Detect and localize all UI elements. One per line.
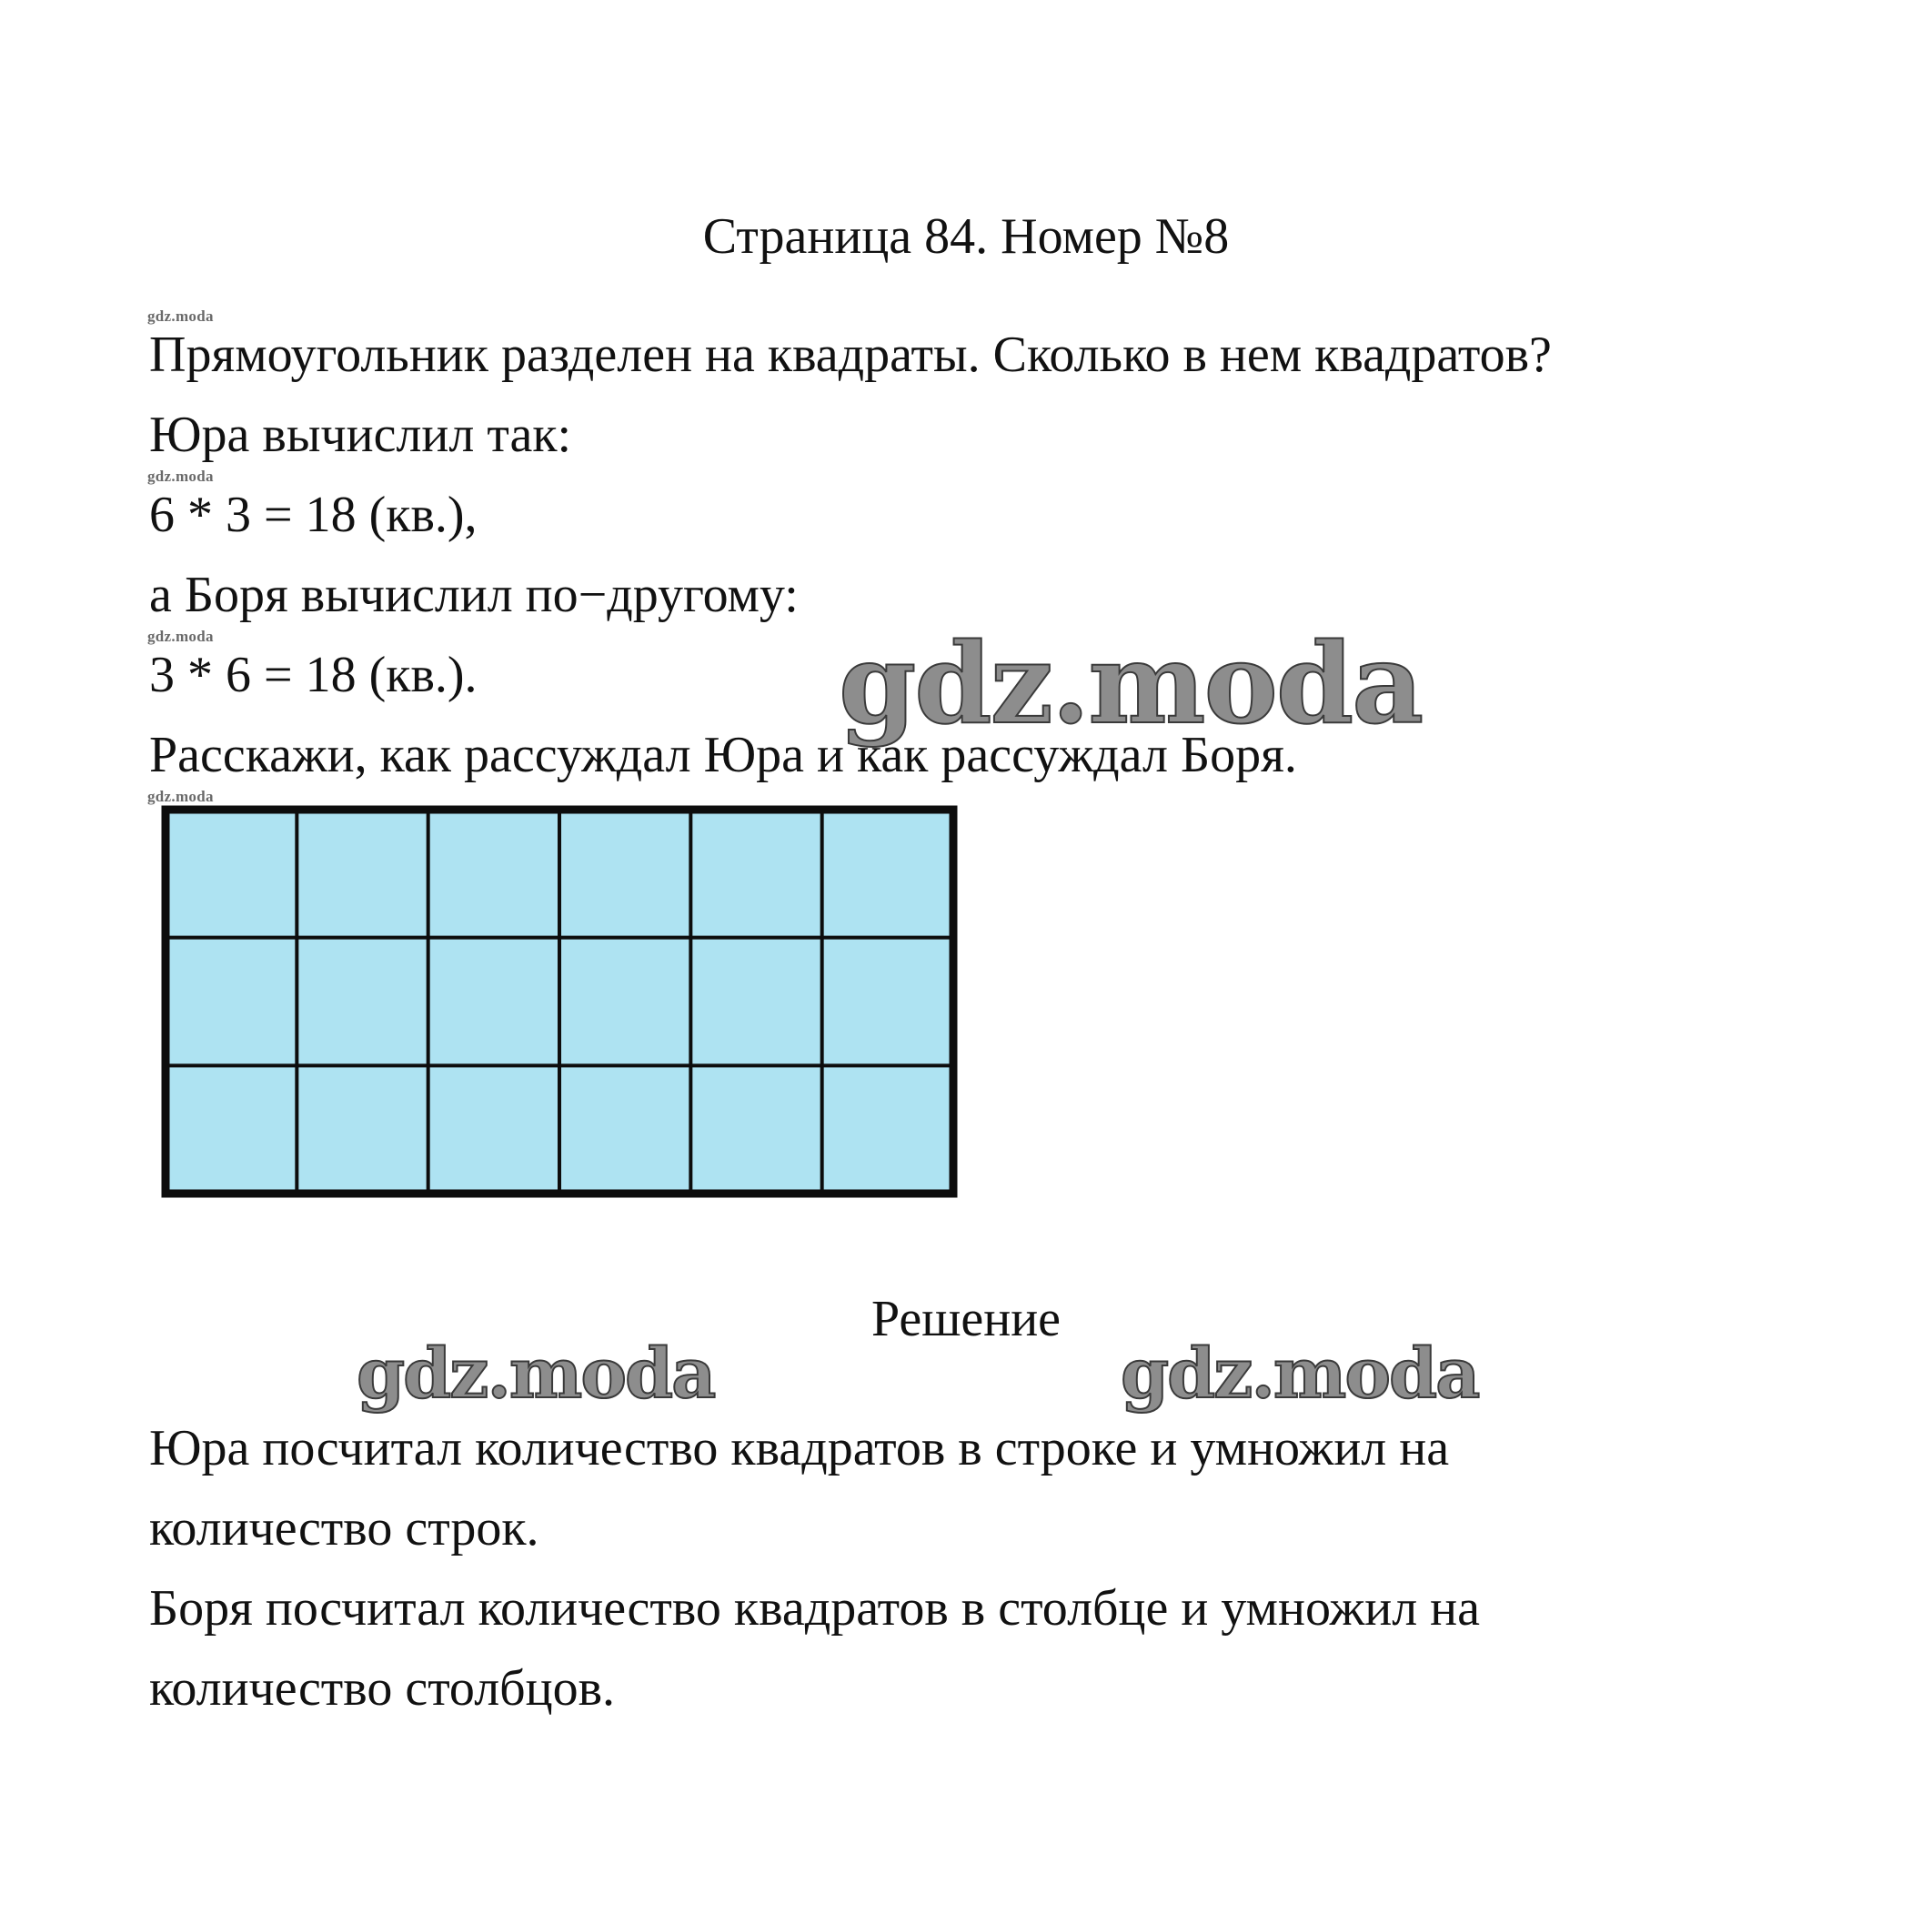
grid-square: [559, 938, 690, 1066]
task-borya-equation: 3 * 6 = 18 (кв.).: [149, 647, 478, 703]
grid-square: [297, 1065, 428, 1194]
grid-square: [822, 810, 953, 938]
grid-square: [428, 810, 559, 938]
watermark-small: gdz.moda: [147, 307, 214, 325]
watermark-small: gdz.moda: [147, 788, 214, 805]
grid-square: [690, 810, 821, 938]
task-borya-intro: а Боря вычислил по−другому:: [149, 567, 799, 623]
solution-heading: Решение: [870, 1291, 1062, 1347]
page-title: Страница 84. Номер №8: [702, 208, 1230, 265]
grid-square: [559, 810, 690, 938]
watermark-large: gdz.moda: [839, 618, 1423, 749]
grid-square: [166, 1065, 297, 1194]
watermark-small: gdz.moda: [147, 628, 214, 645]
watermark-large: gdz.moda: [357, 1333, 715, 1414]
solution-line: Боря посчитал количество квадратов в столбце и умножил на: [149, 1580, 1480, 1637]
task-yura-equation: 6 * 3 = 18 (кв.),: [149, 487, 478, 543]
grid-square: [822, 1065, 953, 1194]
solution-line: количество строк.: [149, 1500, 539, 1556]
grid-square: [822, 938, 953, 1066]
grid-square: [166, 938, 297, 1066]
grid-square: [559, 1065, 690, 1194]
squares-figure: [160, 804, 959, 1199]
grid-square: [166, 810, 297, 938]
grid-square: [297, 938, 428, 1066]
grid-square: [428, 938, 559, 1066]
solution-line: Юра посчитал количество квадратов в строке и умножил на: [149, 1420, 1450, 1476]
grid-square: [297, 810, 428, 938]
grid-square: [428, 1065, 559, 1194]
watermark-small: gdz.moda: [147, 468, 214, 485]
grid-square: [690, 1065, 821, 1194]
task-question: Прямоугольник разделен на квадраты. Сколько в нем квадратов?: [149, 327, 1552, 383]
task-instruction: Расскажи, как рассуждал Юра и как рассуждал Боря.: [149, 727, 1297, 783]
grid-square: [690, 938, 821, 1066]
solution-line: количество столбцов.: [149, 1660, 616, 1717]
rectangle-grid: [160, 804, 959, 1199]
task-yura-intro: Юра вычислил так:: [149, 407, 572, 463]
watermark-large: gdz.moda: [1121, 1333, 1479, 1414]
